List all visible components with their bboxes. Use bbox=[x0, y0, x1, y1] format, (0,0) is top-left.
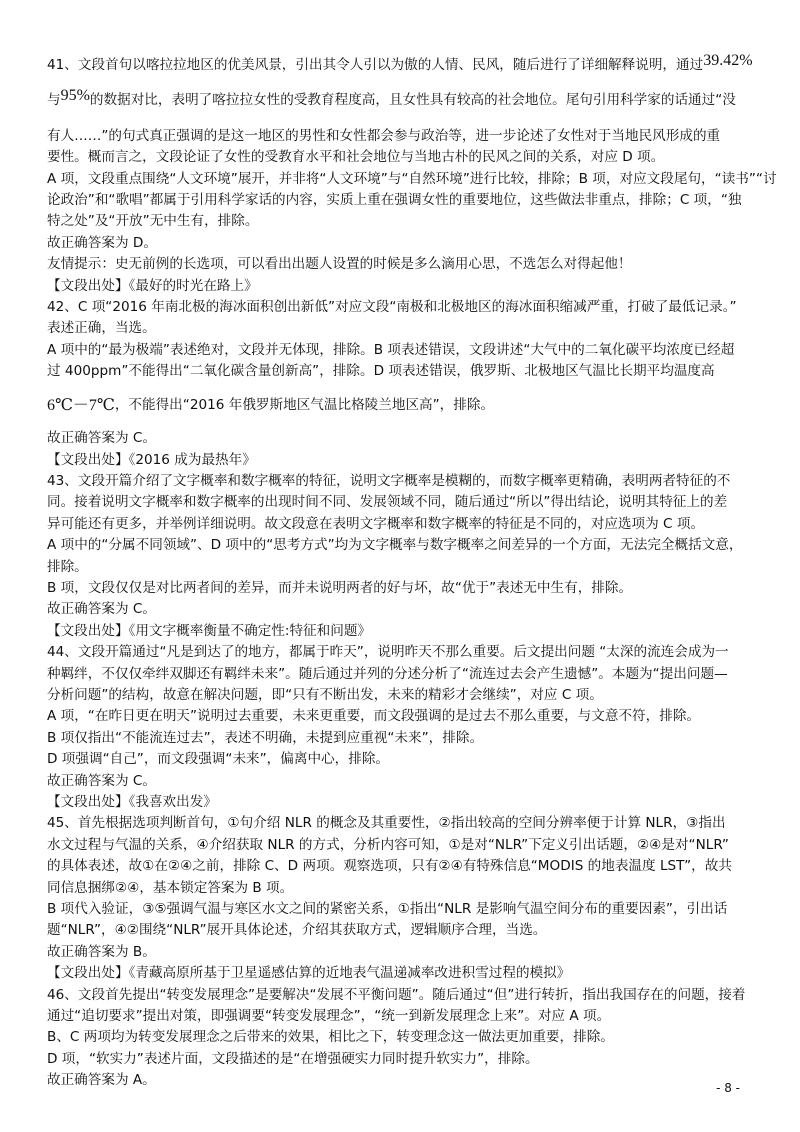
text-line: B、C 两项均为转变发展理念之后带来的效果，相比之下，转变理念这一做法更加重要，排除。 bbox=[47, 1029, 614, 1046]
text-line: 41、文段首句以喀拉拉地区的优美风景，引出其令人引以为傲的人情、民风，随后进行了详细解释说明，通过39.42% bbox=[47, 52, 753, 73]
text-line: 要性。概而言之，文段论证了女性的受教育水平和社会地位与当地古朴的民风之间的关系，对应 D 项。 bbox=[47, 149, 665, 166]
text-line: 45、首先根据选项判断首句，①句介绍 NLR 的概念及其重要性，②指出较高的空间分辨率便于计算 NLR，③指出 bbox=[47, 815, 726, 832]
question-42-explanation bbox=[47, 297, 763, 471]
source-line: 【文段出处】《青藏高原所基于卫星遥感估算的近地表气温递减率改进积雪过程的模拟》 bbox=[47, 965, 571, 982]
answer-line: 故正确答案为 A。 bbox=[47, 1072, 156, 1089]
text-line: A 项，“在昨日更在明天”说明过去重要，未来更重要，而文段强调的是过去不那么重要，与文意不符，排除。 bbox=[47, 708, 701, 725]
text-line: 分析问题”的结构，故意在解决问题，即“只有不断出发，未来的精彩才会继续”，对应 C 项。 bbox=[47, 686, 603, 703]
text-line: 种羁绊，不仅仅牵绊双脚还有羁绊未来”。随后通过并列的分述分析了“流连过去会产生遗憾”。本题为“提出问题— bbox=[47, 665, 728, 682]
text-line: 通过“追切要求”提出对策，即强调要“转变发展理念”，“统一到新发展理念上来”。对应 A 项。 bbox=[47, 1008, 611, 1025]
math-formula: 39.42% bbox=[703, 52, 753, 69]
page-number: - 8 - bbox=[716, 1081, 740, 1095]
text-line: 46、文段首先提出“转变发展理念”是要解决“发展不平衡问题”。随后通过“但”进行转折，指出我国存在的问题，接着 bbox=[47, 986, 746, 1003]
question-46-explanation bbox=[47, 985, 763, 1092]
text-line: 6℃－7℃，不能得出“2016 年俄罗斯地区气温比格陵兰地区高”，排除。 bbox=[47, 396, 495, 414]
answer-line: 故正确答案为 C。 bbox=[47, 601, 156, 618]
text-line: D 项强调“自己”，而文段强调“未来”，偏离中心，排除。 bbox=[47, 751, 390, 768]
text-line: D 项，“软实力”表述片面，文段描述的是“在增强硬实力同时提升软实力”，排除。 bbox=[47, 1050, 539, 1067]
text-line: 题“NLR”，④②围绕“NLR”展开具体论述，介绍其获取方式，逻辑顺序合理，当选。 bbox=[47, 922, 547, 939]
question-45-explanation bbox=[47, 813, 763, 984]
text-line: 同信息捆绑②④，基本锁定答案为 B 项。 bbox=[47, 879, 294, 896]
source-line: 【文段出处】《用文字概率衡量不确定性:特征和问题》 bbox=[47, 622, 372, 639]
answer-line: 故正确答案为 C。 bbox=[47, 430, 156, 447]
text-line: 的具体表述，故①在②④之前，排除 C、D 两项。观察选项，只有②④有特殊信息“MODIS 的地表温度 LST”，故共 bbox=[47, 858, 732, 875]
question-43-explanation bbox=[47, 471, 763, 642]
text-line: 排除。 bbox=[47, 558, 88, 575]
text-line: A 项中的“分属不同领域”、D 项中的“思考方式”均为文字概率与数字概率之间差异的一个方面，无法完全概括文意， bbox=[47, 537, 743, 554]
text-line: 43、文段开篇介绍了文字概率和数字概率的特征，说明文字概率是模糊的，而数字概率更精确，表明两者特征的不 bbox=[47, 472, 731, 489]
text-line: 同。接着说明文字概率和数字概率的出现时间不同、发展领域不同，随后通过“所以”得出结论，说明其特征上的差 bbox=[47, 494, 728, 511]
text-line: 异可能还有更多，并举例详细说明。故文段意在表明文字概率和数字概率的特征是不同的，对应选项为 C 项。 bbox=[47, 515, 705, 532]
text-line: 过 400ppm”不能得出“二氧化碳含量创新高”，排除。D 项表述错误，俄罗斯、北极地区气温比长期平均温度高 bbox=[47, 363, 715, 380]
answer-explanations bbox=[47, 52, 777, 1092]
source-line: 【文段出处】《我喜欢出发》 bbox=[47, 794, 217, 810]
text-line: 42、C 项“2016 年南北极的海冰面积创出新低”对应文段“南极和北极地区的海冰面积缩减严重，打破了最低记录。” bbox=[47, 299, 737, 316]
answer-line: 故正确答案为 B。 bbox=[47, 943, 156, 960]
text-line: 论政治”和“歌唱”都属于引用科学家话的内容，实质上重在强调女性的重要地位，这些做法非重点，排除；C 项，“独 bbox=[47, 192, 742, 209]
answer-line: 故正确答案为 C。 bbox=[47, 772, 156, 789]
source-line: 【文段出处】《最好的时光在路上》 bbox=[47, 277, 258, 294]
text-line: 水文过程与气温的关系，④介绍获取 NLR 的方式，分析内容可知，①是对“NLR”下定义引出话题，②④是对“NLR” bbox=[47, 836, 729, 853]
text-line: B 项代入验证，③⑤强调气温与寒区水文之间的紧密关系，①指出“NLR 是影响气温空间分布的重要因素”，引出话 bbox=[47, 901, 728, 918]
math-formula: 6℃－7℃ bbox=[47, 396, 115, 414]
text-line: A 项中的“最为极端”表述绝对，文段并无体现，排除。B 项表述错误，文段讲述“大气中的二氧化碳平均浓度已经超 bbox=[47, 341, 735, 358]
question-44-explanation bbox=[47, 642, 763, 813]
text-line: 44、文段开篇通过“凡是到达了的地方，都属于昨天”，说明昨天不那么重要。后文提出问题 “太深的流连会成为一 bbox=[47, 644, 729, 661]
math-formula: 95% bbox=[60, 87, 90, 105]
text-line: 表述正确，当选。 bbox=[47, 320, 156, 337]
answer-line: 故正确答案为 D。 bbox=[47, 234, 157, 251]
text-line: 特之处”及“开放”无中生有，排除。 bbox=[47, 213, 259, 230]
text-line: 与95%的数据对比，表明了喀拉拉女性的受教育程度高，且女性具有较高的社会地位。尾句引用科学家的话通过“没 bbox=[47, 87, 736, 109]
tip-line: 友情提示：史无前例的长选项，可以看出出题人设置的时候是多么滴用心思，不选怎么对得起他！ bbox=[47, 256, 632, 273]
text-line: B 项，文段仅仅是对比两者间的差异，而并未说明两者的好与坏，故“优于”表述无中生有，排除。 bbox=[47, 579, 633, 596]
question-41-explanation bbox=[47, 52, 777, 297]
text-line: B 项仅指出“不能流连过去”，表述不明确，未提到应重视“未来”，排除。 bbox=[47, 729, 484, 746]
text-line: 有人……”的句式真正强调的是这一地区的男性和女性都会参与政治等，进一步论述了女性对于当地民风形成的重 bbox=[47, 127, 721, 144]
source-line: 【文段出处】《2016 成为最热年》 bbox=[47, 451, 256, 468]
text-line: A 项，文段重点围绕“人文环境”展开，并非将“人文环境”与“自然环境”进行比较，排除；B 项，对应文段尾句，“读书”“讨 bbox=[47, 170, 777, 187]
